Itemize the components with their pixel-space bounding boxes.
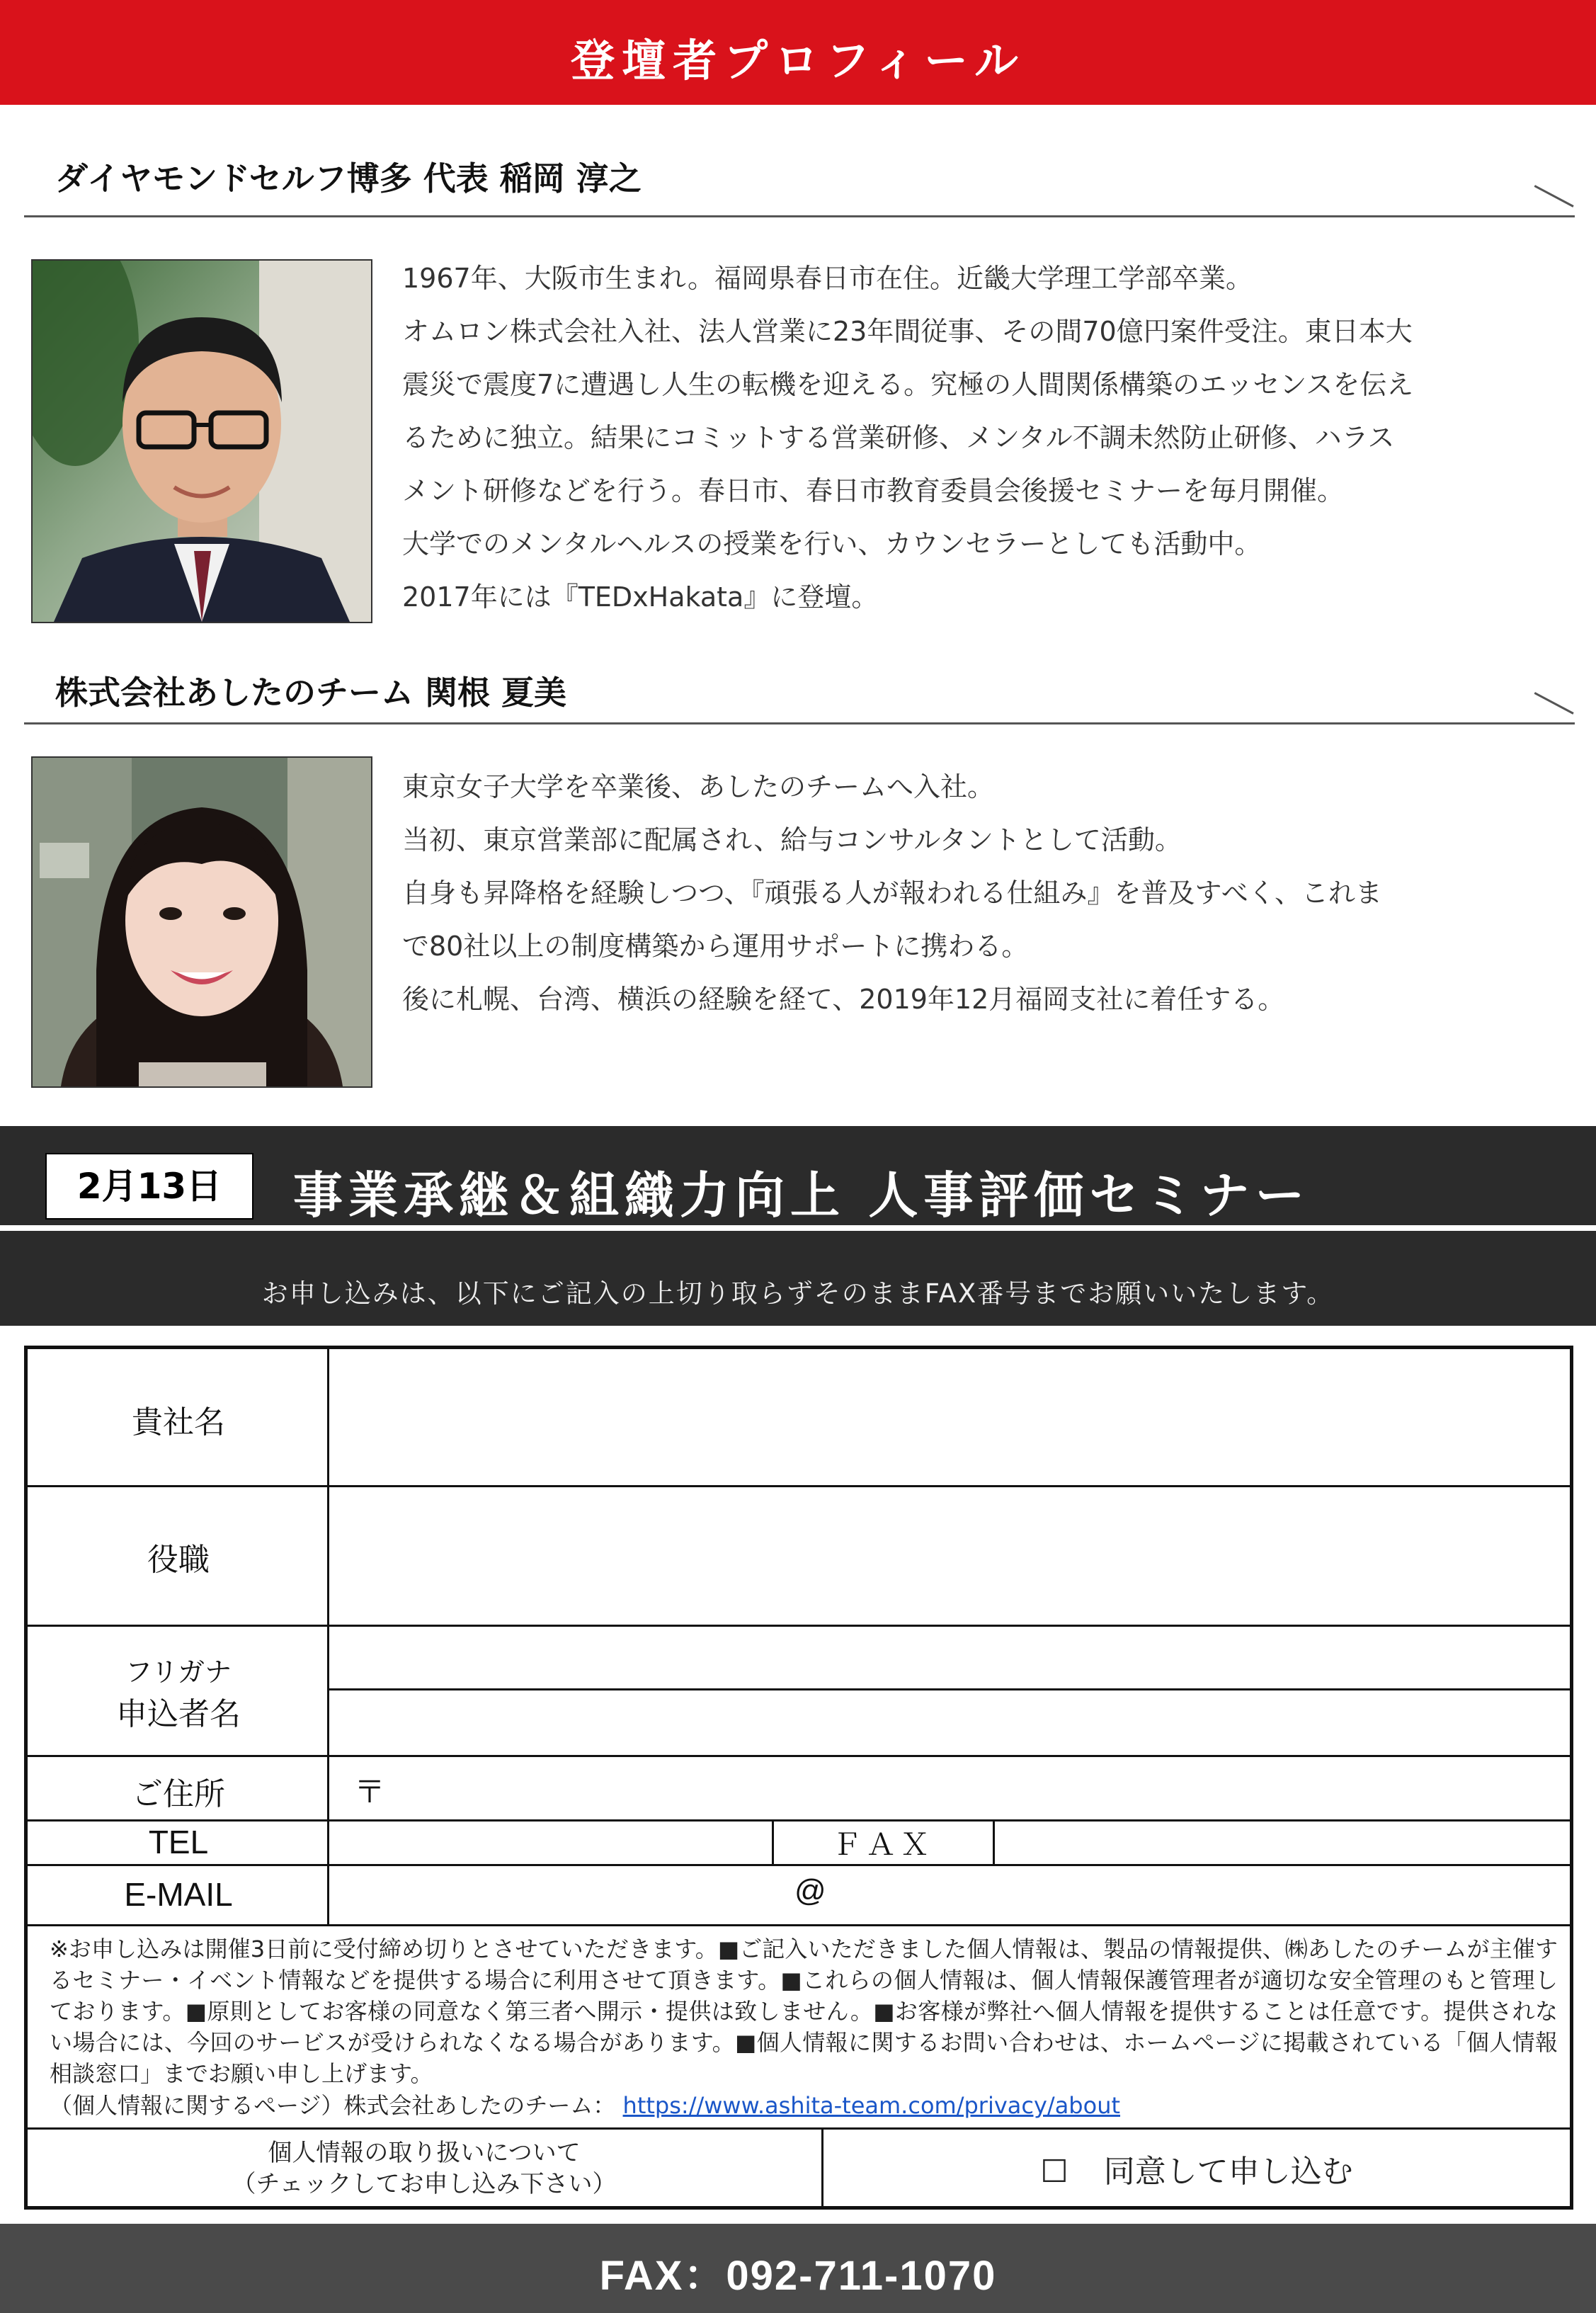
speaker-2-heading: 株式会社あしたのチーム 関根 夏美 — [55, 674, 567, 712]
seminar-title: 事業承継＆組織力向上 人事評価セミナー — [293, 1166, 1311, 1224]
position-label: 役職 — [147, 1542, 210, 1578]
bio-line: るために独立。結果にコミットする営業研修、メンタル不調未然防止研修、ハラス — [402, 422, 1395, 453]
bio-line: 1967年、大阪市生まれ。福岡県春日市在住。近畿大学理工学部卒業。 — [402, 263, 1253, 294]
email-label: E-MAIL — [124, 1876, 233, 1913]
speaker-1-rule — [24, 215, 1575, 217]
applicant-name-label: 申込者名 — [116, 1696, 241, 1732]
email-input[interactable] — [330, 1866, 1569, 1923]
applicant-name-input[interactable] — [330, 1690, 1569, 1754]
bio-line: 東京女子大学を卒業後、あしたのチームへ入社。 — [402, 771, 995, 802]
portrait-man-image — [33, 261, 371, 622]
bio-line: 震災で震度7に遭遇し人生の転機を迎える。究極の人間関係構築のエッセンスを伝え — [402, 369, 1414, 400]
speaker-1-photo — [31, 259, 372, 623]
tel-fax-divider — [772, 1819, 774, 1864]
fax-value-divider — [993, 1819, 995, 1864]
postal-mark: 〒 — [354, 1774, 385, 1810]
privacy-notes — [50, 1933, 1558, 2089]
bio-line: メント研修などを行う。春日市、春日市教育委員会後援セミナーを毎月開催。 — [402, 475, 1345, 506]
privacy-handling-line1: 個人情報の取り扱いについて — [268, 2139, 581, 2167]
bio-line: 2017年には『TEDxHakata』に登壇。 — [402, 581, 879, 613]
position-input[interactable] — [330, 1487, 1569, 1623]
speaker-2-rule-tick — [1534, 692, 1574, 715]
date-badge: 2月13日 — [45, 1153, 253, 1220]
privacy-page-line — [50, 2088, 1120, 2120]
privacy-url-link[interactable]: https://www.ashita-team.com/privacy/about — [622, 2092, 1121, 2119]
speaker-1-heading: ダイヤモンドセルフ博多 代表 稲岡 淳之 — [55, 159, 642, 198]
address-input[interactable] — [397, 1757, 1569, 1818]
bio-line: 自身も昇降格を経験しつつ、『頑張る人が報われる仕組み』を普及すべく、これま — [402, 877, 1382, 909]
privacy-handling-label — [28, 2137, 821, 2200]
speaker-2-photo — [31, 756, 372, 1088]
speaker-2-bio — [402, 761, 1521, 1026]
consent-label: 同意して申し込む — [1103, 2154, 1353, 2190]
furigana-input[interactable] — [330, 1627, 1569, 1687]
portrait-woman-image — [33, 758, 371, 1086]
row-divider — [28, 2127, 1570, 2130]
fax-input[interactable] — [996, 1822, 1569, 1863]
privacy-handling-line2: （チェックしてお申し込み下さい） — [232, 2170, 617, 2198]
fax-label: ＦＡＸ — [831, 1827, 934, 1862]
banner-title: 登壇者プロフィール — [571, 35, 1025, 86]
bio-line: オムロン株式会社入社、法人営業に23年間従事、その間70億円案件受注。東日本大 — [402, 316, 1413, 347]
speaker-1-bio — [402, 252, 1521, 624]
consent-checkbox[interactable]: ☐ — [1040, 2154, 1068, 2190]
bio-line: 後に札幌、台湾、横浜の経験を経て、2019年12月福岡支社に着任する。 — [402, 984, 1285, 1015]
consent-divider — [821, 2127, 823, 2207]
privacy-page-prefix: （個人情報に関するページ）株式会社あしたのチーム： — [50, 2092, 616, 2119]
company-label: 貴社名 — [132, 1404, 225, 1440]
speaker-1-rule-tick — [1534, 185, 1574, 208]
notice-text: お申し込みは、以下にご記入の上切り取らずそのままFAX番号までお願いいたします。 — [261, 1278, 1335, 1309]
row-divider — [28, 1924, 1570, 1926]
fax-number: FAX：092-711-1070 — [599, 2253, 997, 2299]
tel-input[interactable] — [330, 1822, 770, 1863]
at-mark: @ — [794, 1873, 826, 1908]
bio-line: 大学でのメンタルヘルスの授業を行い、カウンセラーとしても活動中。 — [402, 528, 1262, 559]
company-input[interactable] — [330, 1349, 1569, 1484]
bio-line: で80社以上の制度構築から運用サポートに携わる。 — [402, 931, 1029, 962]
consent-option[interactable] — [824, 2146, 1569, 2191]
speaker-2-rule — [24, 722, 1575, 724]
furigana-label: フリガナ — [125, 1656, 232, 1688]
privacy-notes-text: ※お申し込みは開催3日前に受付締め切りとさせていただきます。■ご記入いただきました個人情報は、製品の情報提供、㈱あしたのチームが主催するセミナー・イベント情報などを提供する場合に利用させて頂きます。■これらの個人情報は、個人情報保護管理者が適切な安全管理のもと管理しております。■原則としてお客様の同意なく第三者へ開示・提供は致しません。■お客様が弊社へ個人情報を提供することは任意です。提供されない場合には、今回のサービスが受けられなくなる場合があります。■個人情報に関するお問い合わせは、ホームページに掲載されている「個人情報相談窓口」までお願い申し上げます。 — [50, 1936, 1558, 2087]
address-label: ご住所 — [132, 1776, 225, 1812]
bio-line: 当初、東京営業部に配属され、給与コンサルタントとして活動。 — [402, 824, 1182, 856]
tel-label: TEL — [148, 1824, 209, 1860]
